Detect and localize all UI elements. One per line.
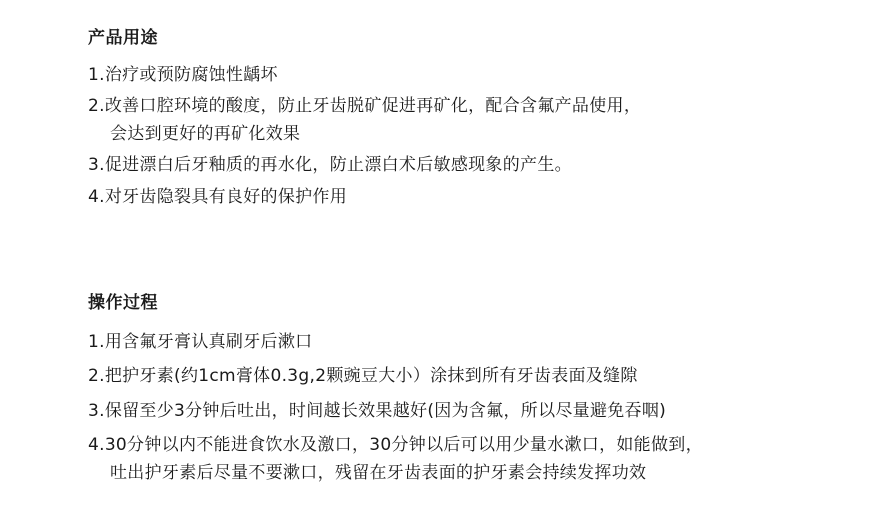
list-item-line: 2.改善口腔环境的酸度，防止牙齿脱矿促进再矿化，配合含氟产品使用，	[88, 96, 642, 117]
list-item	[88, 93, 810, 148]
section-spacer	[88, 215, 810, 291]
list-item-line: 3.促进漂白后牙釉质的再水化，防止漂白术后敏感现象的产生。	[88, 155, 572, 176]
list-item	[88, 62, 810, 90]
list-item	[88, 329, 810, 357]
list-item-line: 1.治疗或预防腐蚀性龋坏	[88, 64, 278, 85]
section-product-use	[88, 26, 810, 211]
list-item-line: 1.用含氟牙膏认真刷牙后漱口	[88, 331, 313, 352]
list-item-line: 3.保留至少3分钟后吐出，时间越长效果越好(因为含氟，所以尽量避免吞咽)	[88, 400, 667, 421]
list-item	[88, 432, 810, 487]
list-item-line: 4.对牙齿隐裂具有良好的保护作用	[88, 186, 348, 207]
list-item-line: 4.30分钟以内不能进食饮水及激口，30分钟以后可以用少量水漱口，如能做到，	[88, 435, 703, 456]
list-item	[88, 363, 810, 391]
section-title: 产品用途	[88, 28, 158, 48]
list-item-line: 2.把护牙素(约1cm膏体0.3g,2颗豌豆大小）涂抹到所有牙齿表面及缝隙	[88, 366, 638, 387]
list-item-line-cont: 会达到更好的再矿化效果	[110, 123, 301, 144]
list-item-line-cont: 吐出护牙素后尽量不要漱口，残留在牙齿表面的护牙素会持续发挥功效	[110, 462, 647, 483]
list-item	[88, 398, 810, 426]
section-operation-process	[88, 291, 810, 487]
list-item	[88, 152, 810, 180]
list-item	[88, 184, 810, 212]
section-title: 操作过程	[88, 293, 158, 314]
